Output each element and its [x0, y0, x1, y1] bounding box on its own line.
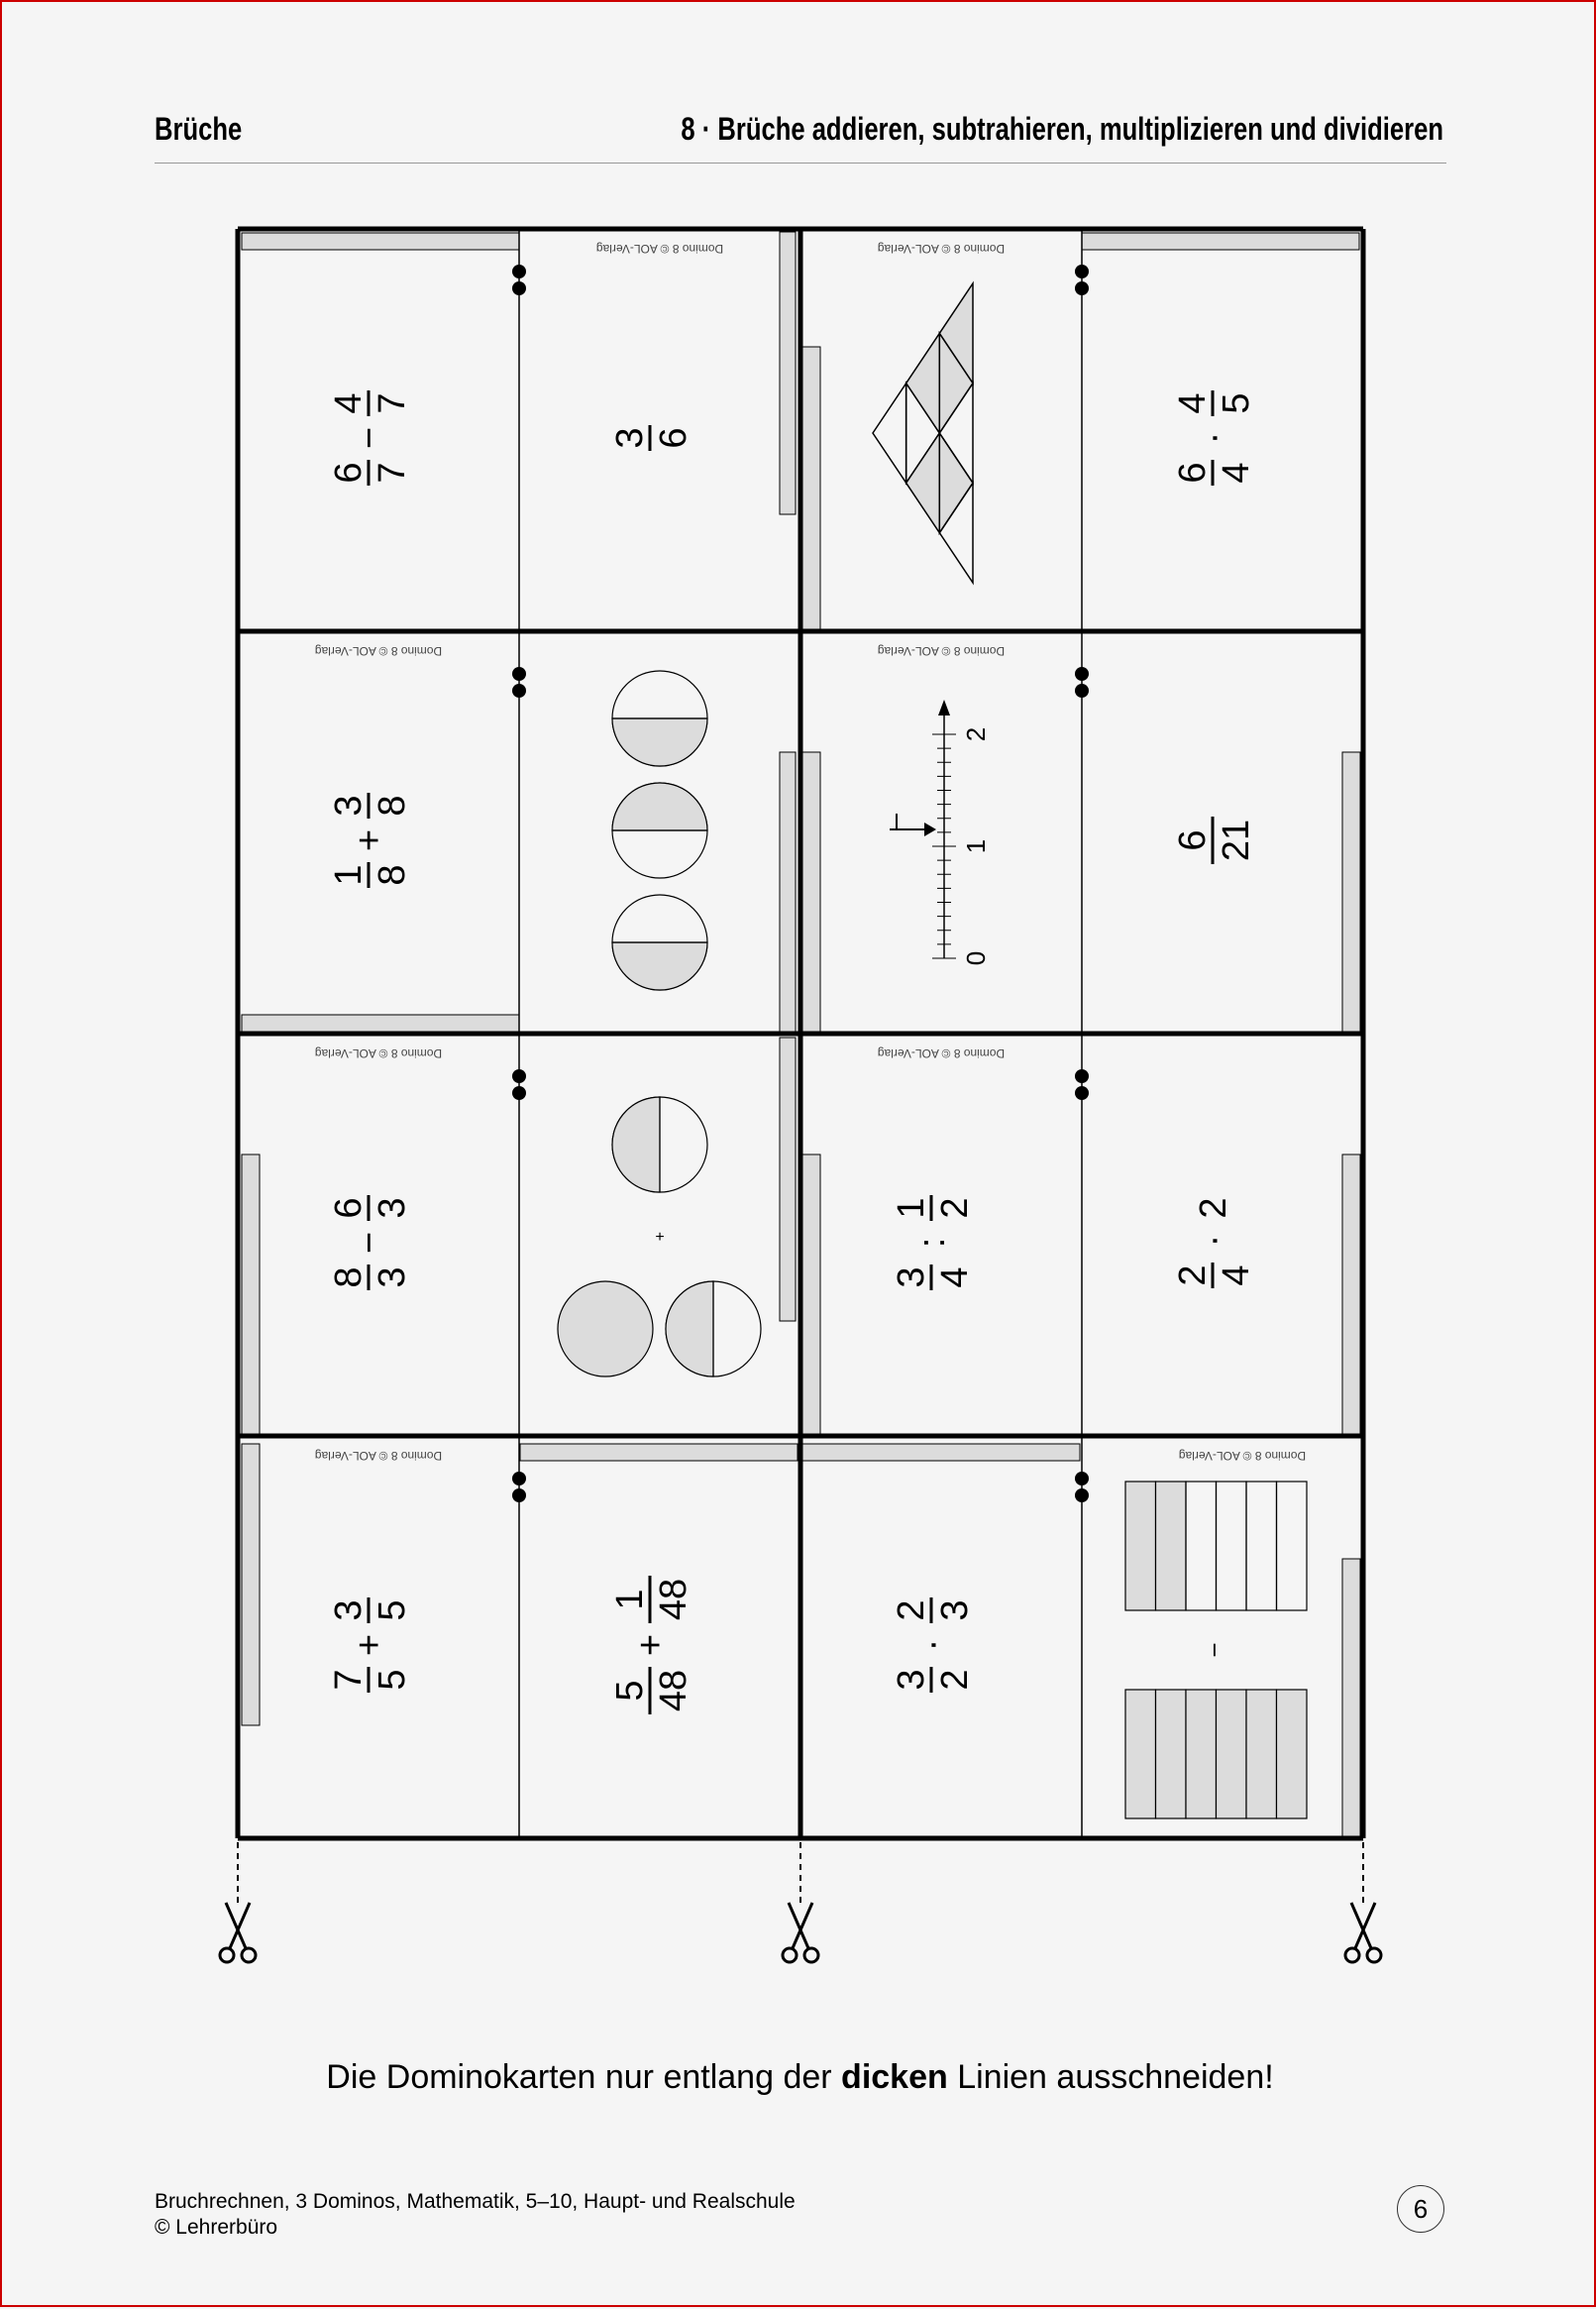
bar-segment	[1217, 1482, 1247, 1610]
cut-tab	[802, 1154, 820, 1436]
divider-dot	[512, 1069, 526, 1083]
instruction-text-1: Die Dominokarten nur entlang der	[326, 2058, 832, 2096]
operator: ·	[1193, 431, 1234, 445]
card-copyright: Domino 8 © AOL-Verlag	[314, 1046, 443, 1060]
cut-tab	[802, 752, 820, 1034]
fraction-denominator: 3	[934, 1599, 976, 1621]
header-topic: Brüche	[155, 111, 243, 147]
divider-dot	[1075, 1488, 1089, 1502]
cut-tab	[780, 232, 796, 514]
cut-tab	[1342, 1154, 1360, 1436]
card-copyright: Domino 8 © AOL-Verlag	[314, 1449, 443, 1463]
triangle-figure	[873, 283, 973, 583]
fraction-expression	[328, 1597, 413, 1693]
fraction-denominator: 4	[934, 1266, 976, 1288]
cut-tab	[242, 1015, 519, 1032]
divider-dot	[512, 1086, 526, 1100]
bar-segment	[1186, 1690, 1217, 1818]
fraction-expression	[1172, 817, 1257, 864]
fraction-denominator: 4	[1216, 462, 1257, 484]
tick-label: 2	[960, 726, 991, 742]
instruction-bold: dicken	[841, 2058, 948, 2096]
fraction-denominator: 7	[372, 462, 413, 484]
triangle-piece	[939, 433, 973, 533]
fraction-numerator: 1	[328, 864, 370, 886]
triangle-piece	[906, 433, 940, 533]
divider-dot	[512, 667, 526, 681]
cut-tab	[802, 1444, 1080, 1461]
footer-copyright: © Lehrerbüro	[155, 2216, 278, 2239]
fraction-numerator: 3	[328, 795, 370, 817]
fraction-denominator: 48	[653, 1578, 694, 1621]
cut-tab	[780, 752, 796, 1034]
operator: +	[630, 1633, 672, 1657]
operator: −	[349, 1231, 390, 1255]
cut-instruction	[2, 2058, 1596, 2097]
operator: +	[349, 1633, 390, 1657]
fraction-numerator: 7	[328, 1669, 370, 1691]
divider-dot	[1075, 667, 1089, 681]
bar-segment	[1156, 1482, 1187, 1610]
bar-segment	[1277, 1482, 1308, 1610]
fraction-expression	[891, 1597, 976, 1693]
circle-shaded-half	[666, 1281, 713, 1376]
fraction-numerator: 4	[328, 392, 370, 414]
circle-shaded-half	[612, 1097, 660, 1192]
tick-label: 1	[960, 838, 991, 854]
bar-segment	[1277, 1690, 1308, 1818]
fraction-denominator: 5	[372, 1669, 413, 1691]
fraction-denominator: 48	[653, 1669, 694, 1712]
bars-figure	[1125, 1482, 1307, 1818]
scissors-icon	[1345, 1903, 1381, 1962]
fraction-denominator: 8	[372, 795, 413, 817]
number-line	[890, 700, 991, 965]
fraction-numerator: 3	[891, 1669, 932, 1691]
card-copyright: Domino 8 © AOL-Verlag	[877, 242, 1006, 256]
circle-shaded-half	[612, 718, 707, 766]
arrow-right-icon	[924, 823, 936, 836]
fraction-numerator: 6	[328, 462, 370, 484]
fraction-denominator: 5	[1216, 392, 1257, 414]
fraction-numerator: 1	[609, 1589, 651, 1610]
divider-dot	[512, 281, 526, 295]
fraction-denominator: 21	[1216, 819, 1257, 862]
arrow-up-icon	[938, 700, 950, 715]
fraction-denominator: 2	[934, 1669, 976, 1691]
cut-tab	[520, 1444, 798, 1461]
operator: +	[349, 828, 390, 852]
operator: ·	[911, 1638, 953, 1652]
operator: ·	[1193, 1234, 1234, 1248]
footer-source: Bruchrechnen, 3 Dominos, Mathematik, 5–10, Haupt- und Realschule	[155, 2190, 796, 2213]
fraction-denominator: 5	[372, 1599, 413, 1621]
divider-dot	[1075, 684, 1089, 698]
fraction-numerator: 1	[891, 1197, 932, 1219]
card-copyright: Domino 8 © AOL-Verlag	[877, 1046, 1006, 1060]
fraction-numerator: 5	[609, 1680, 651, 1702]
fraction-expression	[328, 390, 413, 486]
fraction-denominator: 4	[1216, 1264, 1257, 1286]
divider-dot	[1075, 1069, 1089, 1083]
divider-dot	[512, 265, 526, 278]
bar-segment	[1246, 1482, 1277, 1610]
bar-segment	[1125, 1690, 1156, 1818]
bar-segment	[1246, 1690, 1277, 1818]
cut-tab	[802, 347, 820, 630]
divider-dot	[1075, 1472, 1089, 1485]
fraction-numerator: 6	[1172, 829, 1214, 851]
fraction-numerator: 3	[891, 1266, 932, 1288]
cut-tab	[242, 233, 519, 250]
fraction-expression	[1172, 390, 1257, 486]
cut-tab	[780, 1038, 796, 1321]
card-copyright: Domino 8 © AOL-Verlag	[1178, 1449, 1307, 1463]
fraction-expression	[609, 425, 694, 451]
fraction-numerator: 2	[1172, 1264, 1214, 1286]
page-number: 6	[1397, 2185, 1444, 2233]
fraction-numerator: 8	[328, 1266, 370, 1288]
operator: −	[349, 426, 390, 450]
circle-shaded-half	[612, 783, 707, 830]
circles-sum-figure	[558, 1097, 761, 1376]
fraction-expression	[609, 1576, 694, 1714]
header-title: 8 · Brüche addieren, subtrahieren, multiplizieren und dividieren	[681, 111, 1443, 147]
cut-tab	[1342, 752, 1360, 1034]
cut-tab	[242, 1444, 260, 1725]
tick-label: 0	[960, 950, 991, 966]
fraction-denominator: 3	[372, 1197, 413, 1219]
cut-tab	[1082, 233, 1359, 250]
fraction-expression	[891, 1195, 976, 1290]
fraction-numerator: 6	[328, 1197, 370, 1219]
operator: :	[911, 1237, 953, 1249]
circles-figure	[612, 671, 707, 990]
domino-sheet	[2, 2, 1596, 2309]
fraction-denominator: 8	[372, 864, 413, 886]
instruction-text-2: Linien ausschneiden!	[957, 2058, 1274, 2096]
fraction-denominator: 2	[934, 1197, 976, 1219]
divider-dot	[1075, 281, 1089, 295]
fraction-expression	[328, 793, 413, 888]
divider-dot	[512, 684, 526, 698]
fraction-numerator: 4	[1172, 392, 1214, 414]
divider-dot	[1075, 265, 1089, 278]
full-circle	[558, 1281, 653, 1376]
bar-segment	[1217, 1690, 1247, 1818]
bar-segment	[1125, 1482, 1156, 1610]
fraction-denominator: 7	[372, 392, 413, 414]
divider-dot	[512, 1488, 526, 1502]
bar-segment	[1156, 1690, 1187, 1818]
fraction-expression	[1172, 1197, 1257, 1288]
plus-sign: +	[655, 1229, 665, 1246]
triangle-piece	[906, 333, 940, 433]
circle-shaded-half	[612, 942, 707, 990]
operator: −	[1199, 1642, 1229, 1658]
fraction-numerator: 3	[328, 1599, 370, 1621]
cut-tab	[1342, 1559, 1360, 1840]
fraction-denominator: 6	[653, 427, 694, 449]
card-copyright: Domino 8 © AOL-Verlag	[595, 242, 724, 256]
fraction-numerator: 2	[891, 1599, 932, 1621]
divider-dot	[512, 1472, 526, 1485]
fraction-numerator: 3	[609, 427, 651, 449]
bar-segment	[1186, 1482, 1217, 1610]
cut-tab	[242, 1154, 260, 1436]
triangle-piece	[873, 384, 906, 484]
card-copyright: Domino 8 © AOL-Verlag	[314, 644, 443, 658]
fraction-denominator: 3	[372, 1266, 413, 1288]
whole-number: 2	[1193, 1197, 1234, 1219]
card-copyright: Domino 8 © AOL-Verlag	[877, 644, 1006, 658]
scissors-icon	[220, 1903, 256, 1962]
scissors-icon	[783, 1903, 818, 1962]
divider-dot	[1075, 1086, 1089, 1100]
fraction-expression	[328, 1195, 413, 1290]
fraction-numerator: 6	[1172, 462, 1214, 484]
